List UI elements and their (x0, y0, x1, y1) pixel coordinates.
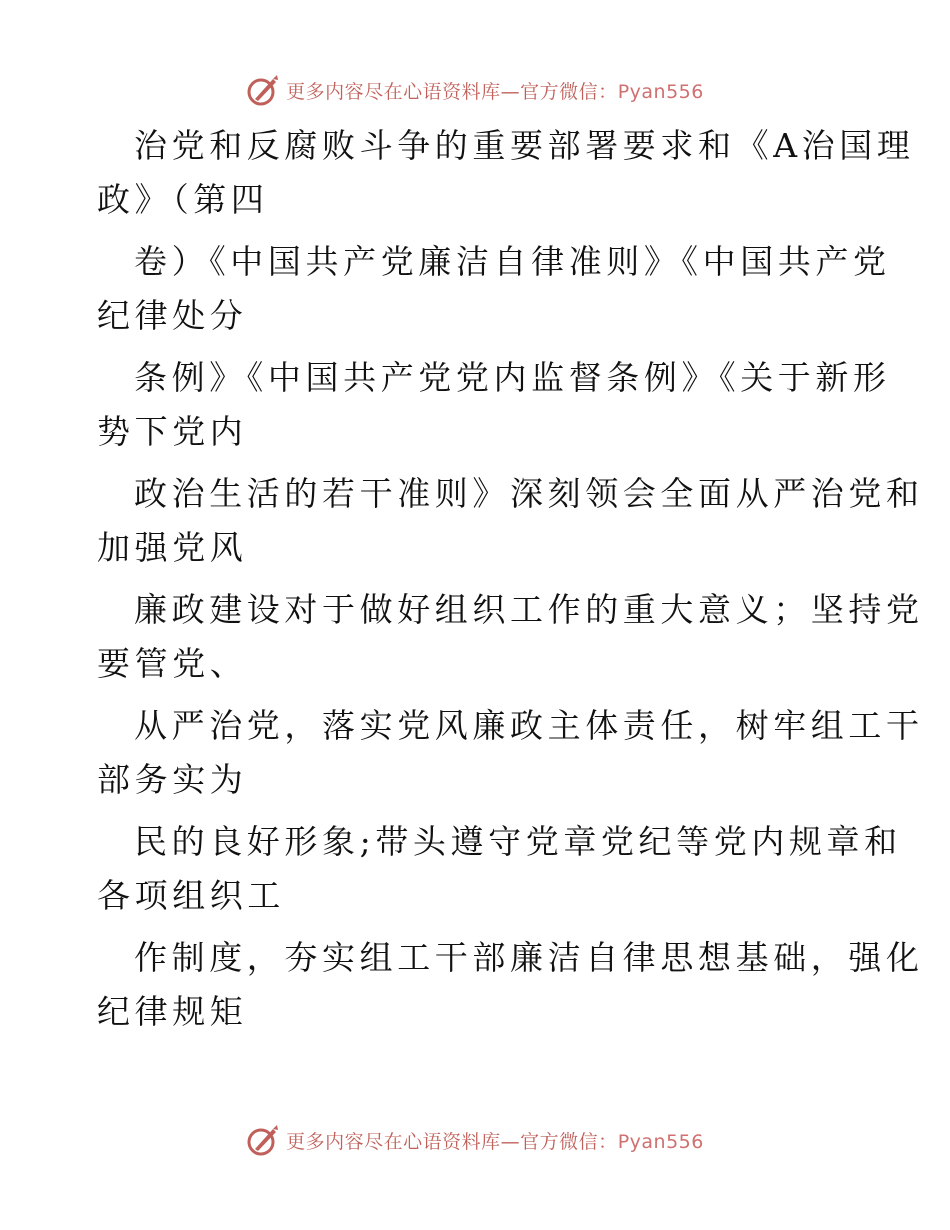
paragraph-line: 条例》《中国共产党党内监督条例》《关于新形 (134, 358, 891, 397)
paragraph-line: 政》（第四 (97, 180, 269, 219)
paragraph (0, 698, 950, 814)
watermark-text (286, 1127, 704, 1154)
paragraph (0, 814, 950, 930)
quill-pen-logo-icon (246, 73, 280, 107)
paragraph-line: 民的良好形象;带头遵守党章党纪等党内规章和 (134, 822, 902, 861)
document-body (0, 118, 950, 1046)
watermark-label: 官方微信： (520, 80, 618, 103)
paragraph-line: 要管党、 (97, 644, 248, 683)
paragraph (0, 234, 950, 350)
paragraph-line: 政治生活的若干准则》深刻领会全面从严治党和 (134, 474, 924, 513)
watermark-wechat-id: Pyan556 (617, 1130, 704, 1153)
header-watermark (0, 70, 950, 110)
paragraph-line: 各项组织工 (97, 876, 285, 915)
watermark-wechat-id: Pyan556 (617, 80, 704, 103)
paragraph (0, 466, 950, 582)
paragraph (0, 582, 950, 698)
paragraph-line: 从严治党，落实党风廉政主体责任，树牢组工干 (134, 706, 924, 745)
paragraph-line: 部务实为 (97, 760, 248, 799)
paragraph-line: 势下党内 (97, 412, 248, 451)
paragraph (0, 118, 950, 234)
watermark-text (286, 77, 704, 104)
watermark-separator: — (500, 1130, 521, 1153)
watermark-brand: 更多内容尽在心语资料库 (286, 80, 501, 103)
quill-pen-logo-icon (246, 1123, 280, 1157)
footer-watermark (0, 1120, 950, 1160)
paragraph-line: 纪律规矩 (97, 992, 248, 1031)
paragraph-line: 作制度，夯实组工干部廉洁自律思想基础，强化 (134, 938, 924, 977)
paragraph (0, 930, 950, 1046)
paragraph (0, 350, 950, 466)
paragraph-line: 廉政建设对于做好组织工作的重大意义；坚持党 (134, 590, 924, 629)
watermark-brand: 更多内容尽在心语资料库 (286, 1130, 501, 1153)
paragraph-line: 卷）《中国共产党廉洁自律准则》《中国共产党 (134, 242, 891, 281)
watermark-label: 官方微信： (520, 1130, 618, 1153)
watermark-separator: — (500, 80, 521, 103)
paragraph-line: 纪律处分 (97, 296, 248, 335)
paragraph-line: 加强党风 (97, 528, 248, 567)
paragraph-line: 治党和反腐败斗争的重要部署要求和《A治国理 (134, 126, 915, 165)
